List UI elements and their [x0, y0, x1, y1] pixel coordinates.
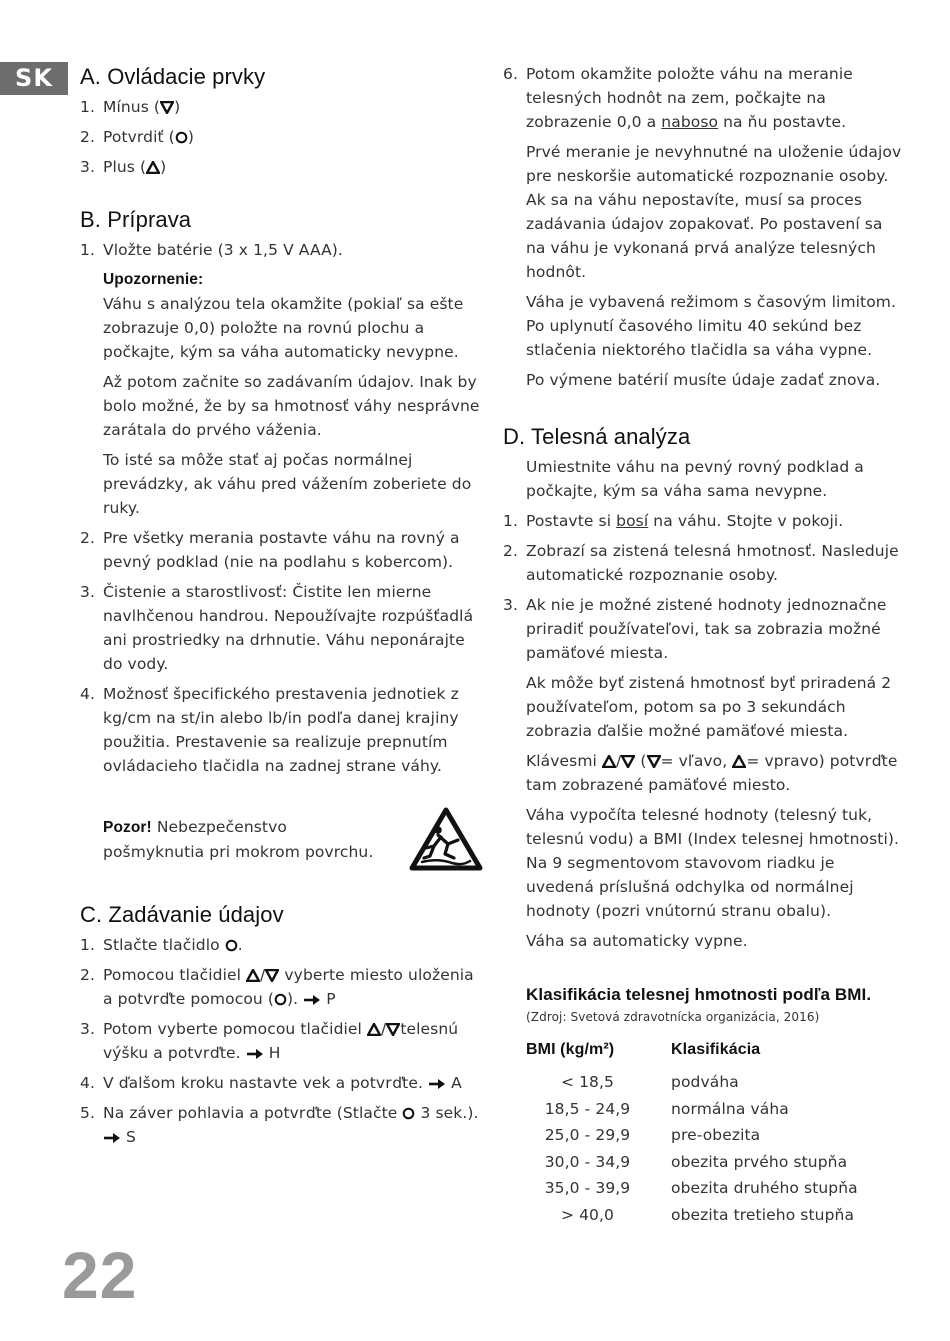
bmi-table: [526, 1041, 858, 1228]
list-item: 2. Pre všetky merania postavte váhu na rovný a pevný podklad (nie na podlahu s kobercom).: [80, 529, 460, 571]
list-item: 1. Mínus ( ): [80, 98, 181, 116]
circle-icon: [274, 993, 287, 1006]
paragraph: Prvé meranie je nevyhnutné na uloženie údajov pre neskoršie automatické rozpoznanie osoby. Ak sa na váhu nepostavíte, musí sa proces zadávania údajov zopakovať. Po postavení sa na váhu je vykonaná prvá analýze telesných hodnôt.: [526, 143, 902, 281]
circle-icon: [175, 131, 188, 144]
table-row: 18,5 - 24,9 normálna váha: [544, 1099, 789, 1118]
classification-column-header: Klasifikácia: [671, 1041, 761, 1058]
list-item: 4. Možnosť špecifického prestavenia jednotiek z kg/cm na st/in alebo lb/in podľa danej krajiny použitia. Prestavenie sa realizuje prepnutím ovládacieho tlačidla na zadnej strane váhy.: [80, 685, 459, 775]
slippery-floor-icon: [408, 806, 484, 872]
section-d-title: D. Telesná analýza: [503, 424, 691, 449]
list-item: 3. Potom vyberte pomocou tlačidiel / telesnú výšku a potvrďte. H: [80, 1020, 459, 1062]
note-block: [80, 268, 480, 520]
list-item: 1. Stlačte tlačidlo .: [80, 936, 243, 954]
down-triangle-icon: [160, 101, 174, 114]
note-paragraph: To isté sa môže stať aj počas normálnej prevádzky, ak váhu pred vážením zoberiete do ruky.: [103, 451, 472, 517]
note-label: Upozornenie:: [103, 271, 204, 288]
bmi-column-header: BMI (kg/m²): [526, 1041, 615, 1058]
language-tab: SK: [0, 62, 68, 95]
table-row: > 40,0 obezita tretieho stupňa: [560, 1205, 855, 1224]
down-triangle-icon: [386, 1023, 400, 1036]
paragraph: Klávesmi / ( = vľavo, = vpravo) potvrďte tam zobrazené pamäťové miesto.: [526, 752, 898, 794]
down-triangle-icon: [647, 755, 661, 768]
list-item: 1. Vložte batérie (3 x 1,5 V AAA).: [80, 241, 343, 259]
list-item: 6. Potom okamžite položte váhu na meranie telesných hodnôt na zem, počkajte na zobrazenie 0,0 a naboso na ňu postavte.: [503, 65, 853, 131]
paragraph: Váha je vybavená režimom s časovým limitom. Po uplynutí časového limitu 40 sekúnd bez stlačenia niektorého tlačidla sa váha vypne.: [526, 293, 897, 359]
table-row: 25,0 - 29,9 pre-obezita: [544, 1126, 761, 1144]
paragraph: Váha vypočíta telesné hodnoty (telesný tuk, telesnú vodu) a BMI (Index telesnej hmotnosti). Na 9 segmentovom stavovom riadku je uvedená príslušná odchylka od normálnej hodnoty (pozri vnútornú stranu obalu).: [526, 806, 900, 920]
bmi-section: [503, 983, 903, 1228]
list-item: 1. Postavte si bosí na váhu. Stojte v pokoji.: [503, 512, 844, 530]
paragraph: Váha sa automaticky vypne.: [526, 932, 748, 950]
list-item: 2. Pomocou tlačidiel / vyberte miesto uloženia a potvrďte pomocou ( ). P: [80, 966, 474, 1008]
left-column: [80, 62, 480, 1155]
note-paragraph: Až potom začnite so zadávaním údajov. Inak by bolo možné, že by sa hmotnosť váhy nesprávne zarátala do prvého váženia.: [103, 373, 480, 439]
table-header-row: [526, 1041, 858, 1069]
up-triangle-icon: [146, 161, 160, 174]
table-row: 35,0 - 39,9 obezita druhého stupňa: [544, 1179, 858, 1197]
confirm-label: Potvrdiť (: [103, 128, 175, 146]
section-b-title: B. Príprava: [80, 207, 192, 232]
down-triangle-icon: [621, 755, 635, 768]
paragraph: Po výmene batérií musíte údaje zadať znova.: [526, 371, 881, 389]
up-triangle-icon: [732, 755, 746, 768]
table-row: < 18,5 podváha: [560, 1073, 739, 1091]
arrow-right-icon: [103, 1132, 121, 1144]
arrow-right-icon: [428, 1078, 446, 1090]
up-triangle-icon: [246, 969, 260, 982]
section-a-title: A. Ovládacie prvky: [80, 64, 266, 89]
right-column: [503, 62, 903, 1228]
table-row: 30,0 - 34,9 obezita prvého stupňa: [544, 1152, 848, 1171]
list-item: 3. Čistenie a starostlivosť: Čistite len mierne navlhčenou handrou. Nepoužívajte rozpúšťadlá ani prostriedky na drhnutie. Váhu neponárajte do vody.: [80, 583, 474, 673]
warning-text: Nebezpečenstvo pošmyknutia pri mokrom povrchu.: [103, 817, 374, 861]
list-item: 2. Potvrdiť ( ): [80, 128, 194, 146]
warning-label: Pozor!: [103, 818, 152, 836]
down-triangle-icon: [265, 969, 279, 982]
bmi-title: Klasifikácia telesnej hmotnosti podľa BMI.: [526, 985, 872, 1004]
circle-icon: [402, 1107, 415, 1120]
bmi-source: (Zdroj: Svetová zdravotnícka organizácia, 2016): [526, 1010, 820, 1024]
page-number: 22: [62, 1238, 138, 1312]
up-triangle-icon: [602, 755, 616, 768]
list-item: 3. Ak nie je možné zistené hodnoty jednoznačne priradiť používateľovi, tak sa zobrazia možné pamäťové miesta.: [503, 596, 887, 662]
list-item: 4. V ďalšom kroku nastavte vek a potvrďte. A: [80, 1074, 462, 1092]
slip-warning: [80, 806, 480, 872]
paragraph: Ak môže byť zistená hmotnosť byť priradená 2 používateľom, potom sa po 3 sekundách zobrazia ďalšie možné pamäťové miesta.: [526, 674, 892, 740]
list-item: 5. Na záver pohlavia a potvrďte (Stlačte 3 sek.). S: [80, 1104, 479, 1146]
arrow-right-icon: [303, 994, 321, 1006]
circle-icon: [225, 939, 238, 952]
section-c-title: C. Zadávanie údajov: [80, 902, 284, 927]
paragraph: Umiestnite váhu na pevný rovný podklad a počkajte, kým sa váha sama nevypne.: [526, 458, 864, 500]
plus-label: Plus (: [103, 158, 147, 176]
list-item: 3. Plus ( ): [80, 158, 167, 176]
minus-label: Mínus (: [103, 98, 161, 116]
list-item: 2. Zobrazí sa zistená telesná hmotnosť. Nasleduje automatické rozpoznanie osoby.: [503, 542, 899, 584]
up-triangle-icon: [367, 1023, 381, 1036]
note-paragraph: Váhu s analýzou tela okamžite (pokiaľ sa ešte zobrazuje 0,0) položte na rovnú plochu a počkajte, kým sa váha automaticky nevypne.: [103, 295, 464, 361]
arrow-right-icon: [246, 1048, 264, 1060]
